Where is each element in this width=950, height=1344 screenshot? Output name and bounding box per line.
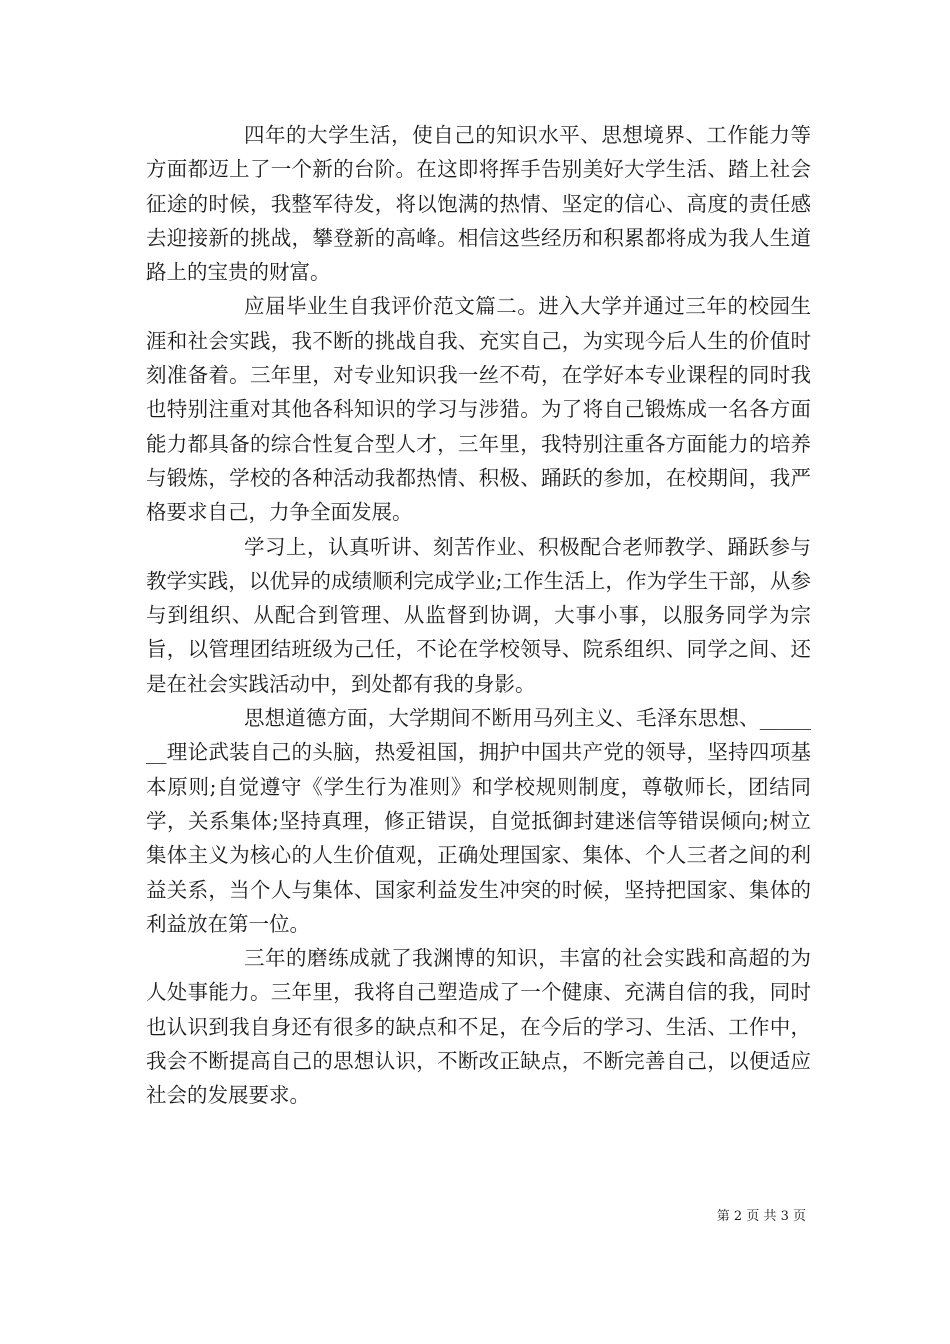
paragraph-2: 应届毕业生自我评价范文篇二。进入大学并通过三年的校园生涯和社会实践，我不断的挑战自我、充实自己，为实现今后人生的价值时刻准备着。三年里，对专业知识我一丝不苟，在学好本专业课程的同时我也特别注重对其他各科知识的学习与涉猎。为了将自己锻炼成一名各方面能力都具备的综合性复合型人才，三年里，我特别注重各方面能力的培养与锻炼，学校的各种活动我都热情、积极、踊跃的参加，在校期间，我严格要求自己，力争全面发展。 <box>146 294 811 525</box>
paragraph-1: 四年的大学生活，使自己的知识水平、思想境界、工作能力等方面都迈上了一个新的台阶。在这即将挥手告别美好大学生活、踏上社会征途的时候，我整军待发，将以饱满的热情、坚定的信心、高度的责任感去迎接新的挑战，攀登新的高峰。相信这些经历和积累都将成为我人生道路上的宝贵的财富。 <box>146 123 811 285</box>
paragraph-3: 学习上，认真听讲、刻苦作业、积极配合老师教学、踊跃参与教学实践，以优异的成绩顺利完成学业;工作生活上，作为学生干部，从参与到组织、从配合到管理、从监督到协调，大事小事，以服务同学为宗旨，以管理团结班级为己任，不论在学校领导、院系组织、同学之间、还是在社会实践活动中，到处都有我的身影。 <box>146 534 811 696</box>
paragraph-4: 思想道德方面，大学期间不断用马列主义、毛泽东思想、_______理论武装自己的头脑，热爱祖国，拥护中国共产党的领导，坚持四项基本原则;自觉遵守《学生行为准则》和学校规则制度，尊敬师长，团结同学，关系集体;坚持真理，修正错误，自觉抵御封建迷信等错误倾向;树立集体主义为核心的人生价值观，正确处理国家、集体、个人三者之间的利益关系，当个人与集体、国家利益发生冲突的时候，坚持把国家、集体的利益放在第一位。 <box>146 706 811 936</box>
page-number-footer: 第 2 页 共 3 页 <box>716 1209 806 1224</box>
document-body <box>146 118 811 1113</box>
paragraph-5: 三年的磨练成就了我渊博的知识，丰富的社会实践和高超的为人处事能力。三年里，我将自己塑造成了一个健康、充满自信的我，同时也认识到我自身还有很多的缺点和不足，在今后的学习、生活、工作中，我会不断提高自己的思想认识，不断改正缺点，不断完善自己，以便适应社会的发展要求。 <box>146 946 811 1108</box>
